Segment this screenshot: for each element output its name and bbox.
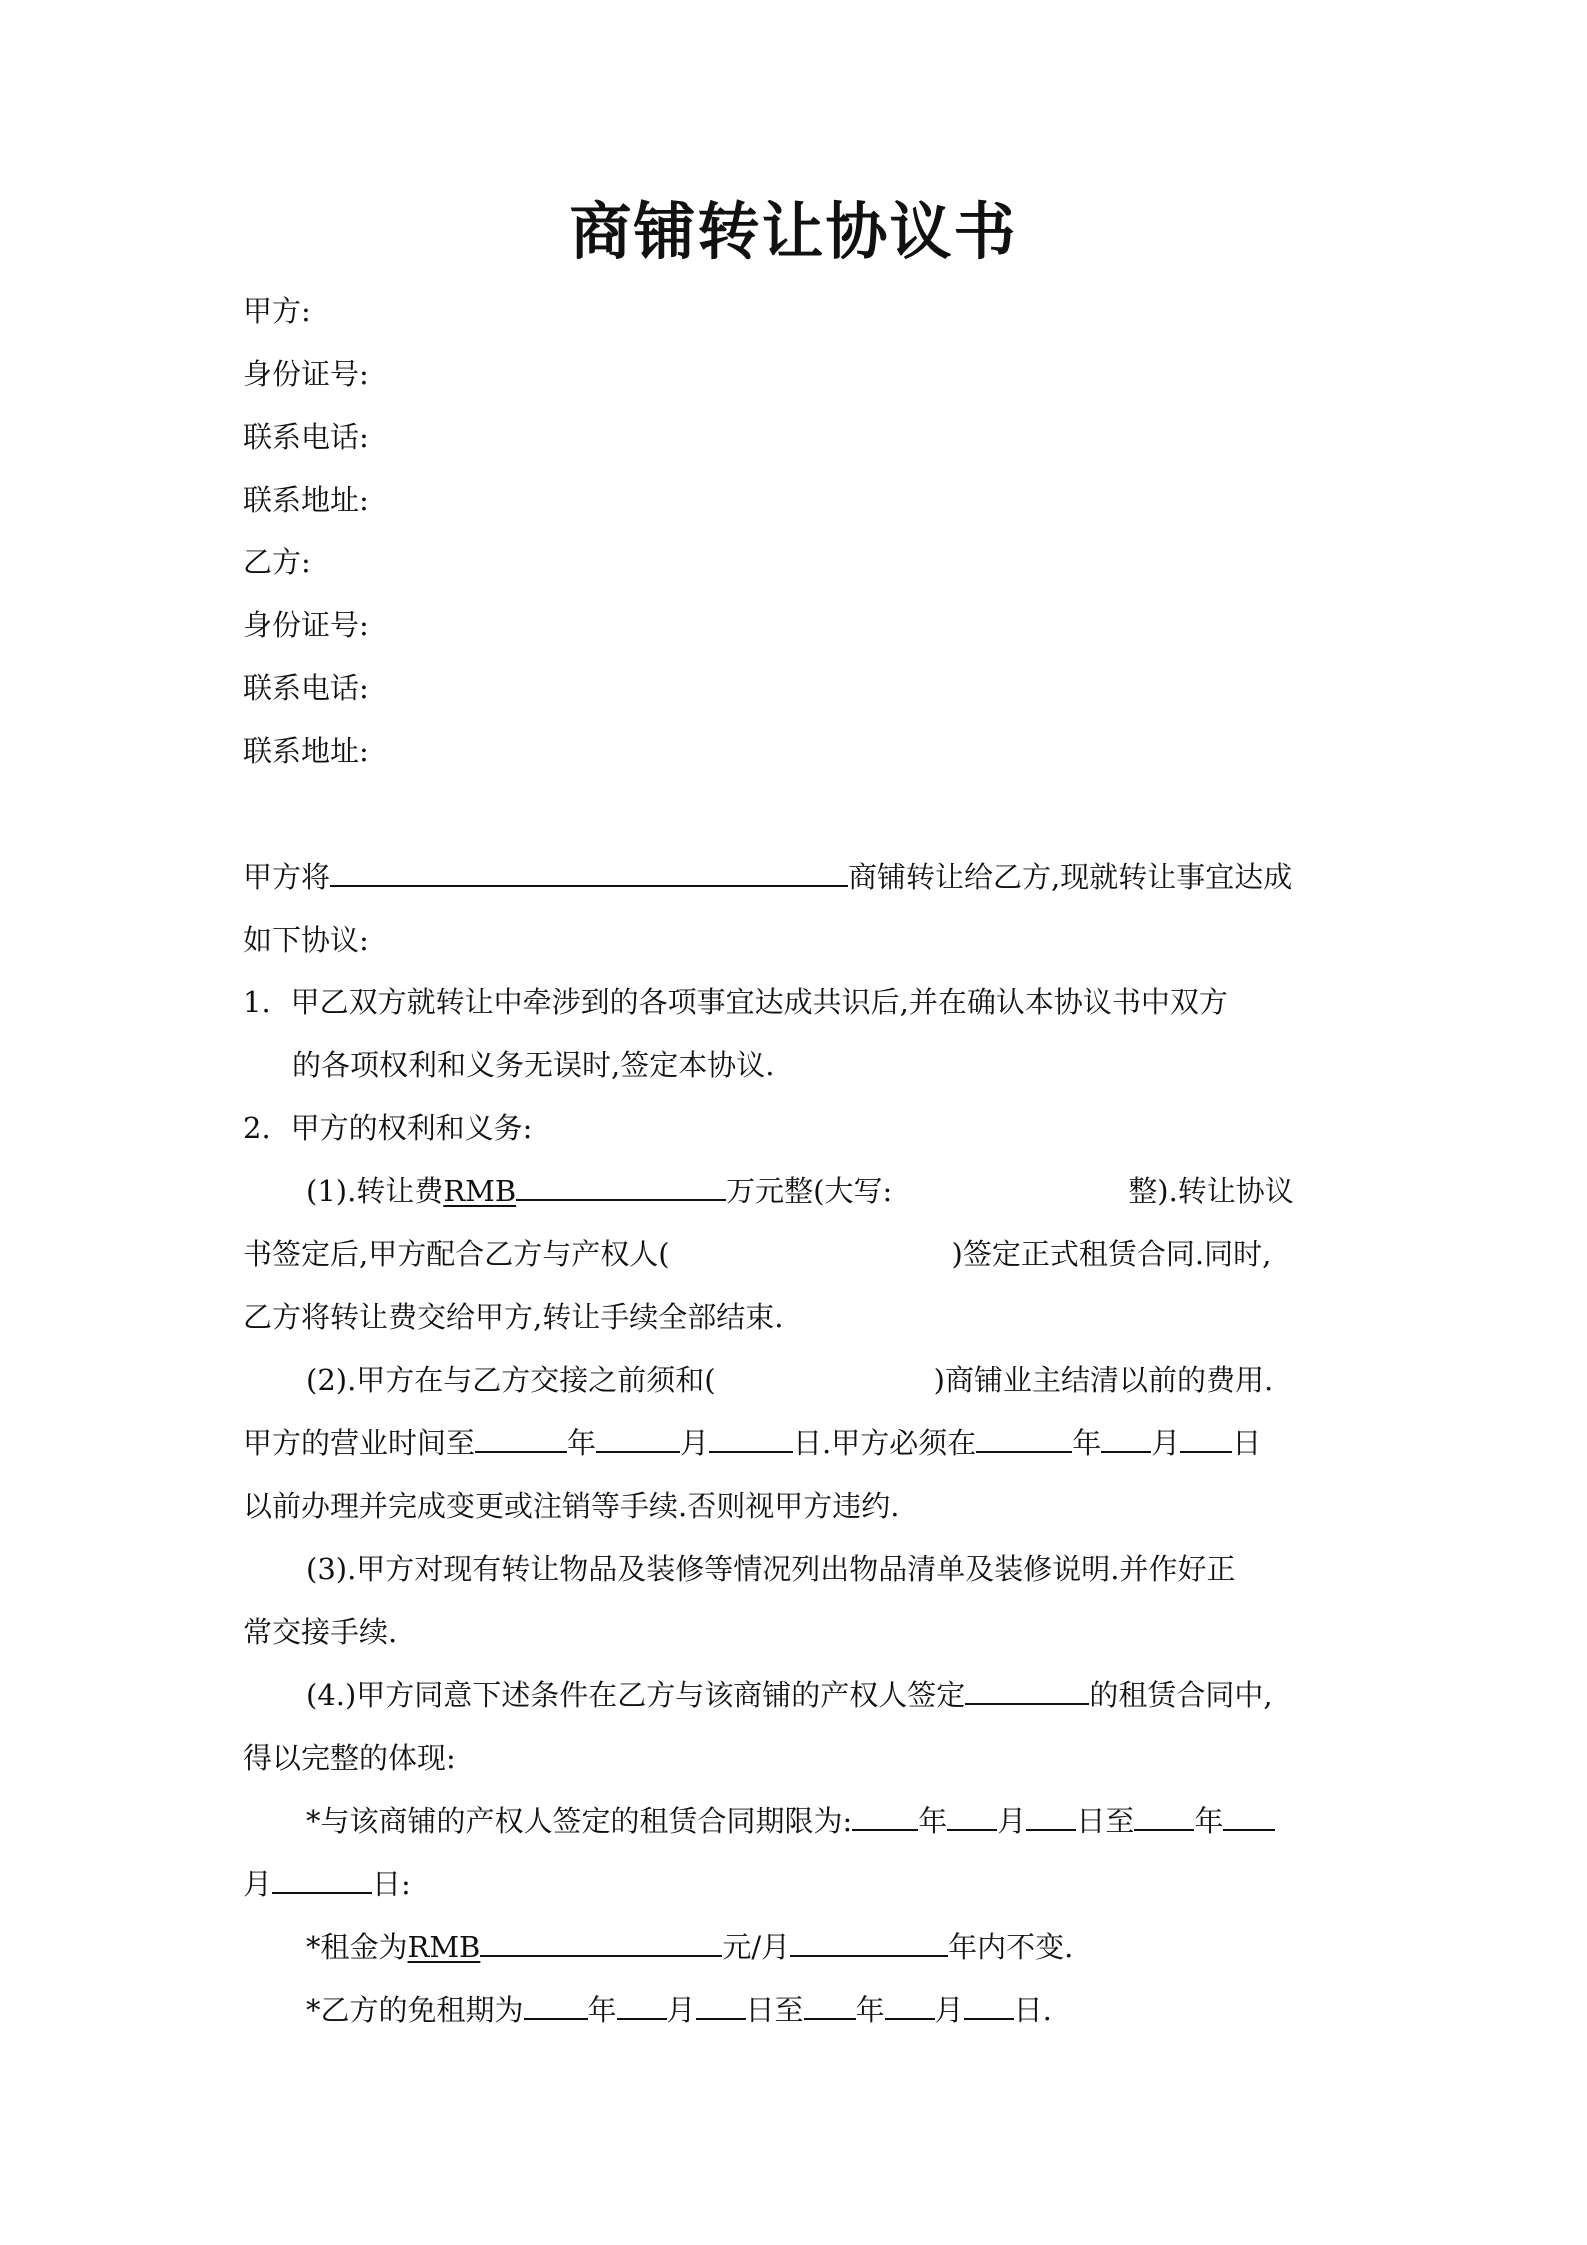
intro-suffix: 商铺转让给乙方,现就转让事宜达成 <box>848 860 1293 894</box>
day-label: 日 <box>1232 1426 1262 1460</box>
settle-prefix: (2).甲方在与乙方交接之前须和( <box>306 1363 716 1397</box>
day-end-label: 日. <box>1013 1993 1052 2027</box>
transfer-fee-label: (1).转让费 <box>306 1174 444 1208</box>
term-3-line <box>306 1990 1052 2030</box>
rmb-label: RMB <box>443 1174 517 1208</box>
party-a-label: 甲方: <box>243 294 311 328</box>
sub-1-line-1 <box>306 1171 1294 1211</box>
clause-2 <box>243 1108 532 1148</box>
clause-1-number: 1. <box>243 985 271 1019</box>
party-b-address-label: 联系地址: <box>243 734 369 768</box>
clause-2-text: 甲方的权利和义务: <box>290 1111 533 1145</box>
day-label: 日: <box>372 1867 411 1901</box>
day-to-label: 日至 <box>745 1993 804 2027</box>
month-label: 月 <box>680 1426 710 1460</box>
year-label: 年 <box>567 1426 597 1460</box>
clause-2-number: 2. <box>243 1111 271 1145</box>
lease-start-day-blank[interactable] <box>1026 1803 1076 1831</box>
free-start-day-blank[interactable] <box>696 1992 746 2020</box>
settle-suffix: )商铺业主结清以前的费用. <box>933 1363 1274 1397</box>
free-end-day-blank[interactable] <box>964 1992 1014 2020</box>
clause-1 <box>243 982 1228 1022</box>
document-title: 商铺转让协议书 <box>569 195 1018 268</box>
sub-1-line-3: 乙方将转让费交给甲方,转让手续全部结束. <box>243 1300 784 1334</box>
sub-4-suffix: 的租赁合同中, <box>1089 1678 1273 1712</box>
transfer-fee-unit: 万元整(大写: <box>726 1174 893 1208</box>
lease-end-day-blank[interactable] <box>272 1866 372 1894</box>
free-start-month-blank[interactable] <box>617 1992 667 2020</box>
year-label: 年 <box>1194 1804 1224 1838</box>
business-year-blank[interactable] <box>475 1425 567 1453</box>
month-label: 月 <box>997 1804 1027 1838</box>
intro-line-2: 如下协议: <box>243 923 369 957</box>
rent-amount-blank[interactable] <box>480 1929 722 1957</box>
rent-free-label: *乙方的免租期为 <box>306 1993 524 2027</box>
lease-end-year-blank[interactable] <box>1134 1803 1194 1831</box>
year-label: 年 <box>855 1993 885 2027</box>
lease-end-month-blank-a[interactable] <box>1223 1803 1275 1831</box>
clause-1-line-1: 甲乙双方就转让中牵涉到的各项事宜达成共识后,并在确认本协议书中双方 <box>290 985 1228 1019</box>
month-label: 月 <box>243 1867 273 1901</box>
term-1-line-1 <box>306 1801 1275 1841</box>
month-label: 月 <box>1151 1426 1181 1460</box>
sub-3-line-2: 常交接手续. <box>243 1615 398 1649</box>
rent-years-blank[interactable] <box>790 1929 948 1957</box>
lease-start-year-blank[interactable] <box>852 1803 918 1831</box>
deadline-day-blank[interactable] <box>1180 1425 1232 1453</box>
clause-1-line-2: 的各项权利和义务无误时,签定本协议. <box>292 1048 775 1082</box>
rent-label: *租金为 <box>306 1930 408 1964</box>
sub-1-line-2 <box>243 1234 1271 1274</box>
lease-term-blank[interactable] <box>965 1677 1089 1705</box>
rent-unit: 元/月 <box>722 1930 791 1964</box>
month-label: 月 <box>666 1993 696 2027</box>
party-b-phone-label: 联系电话: <box>243 671 369 705</box>
business-until-label: 甲方的营业时间至 <box>243 1426 476 1460</box>
sub-2-line-3: 以前办理并完成变更或注销等手续.否则视甲方违约. <box>243 1489 900 1523</box>
transfer-fee-blank[interactable] <box>516 1173 726 1201</box>
year-label: 年 <box>587 1993 617 2027</box>
property-owner-prefix: 书签定后,甲方配合乙方与产权人( <box>243 1237 670 1271</box>
sub-4-line-2: 得以完整的体现: <box>243 1741 456 1775</box>
transfer-fee-end: 整).转让协议 <box>1128 1174 1294 1208</box>
rent-unchanged-label: 年内不变. <box>948 1930 1074 1964</box>
lease-start-month-blank[interactable] <box>947 1803 997 1831</box>
party-b-id-label: 身份证号: <box>243 608 369 642</box>
party-a-address-label: 联系地址: <box>243 483 369 517</box>
year-label: 年 <box>1072 1426 1102 1460</box>
must-before-label: 日.甲方必须在 <box>793 1426 977 1460</box>
free-end-year-blank[interactable] <box>804 1992 856 2020</box>
free-start-year-blank[interactable] <box>524 1992 588 2020</box>
term-1-line-2 <box>243 1864 411 1904</box>
sub-4-prefix: (4.)甲方同意下述条件在乙方与该商铺的产权人签定 <box>306 1678 966 1712</box>
intro-prefix: 甲方将 <box>243 860 331 894</box>
day-to-label: 日至 <box>1076 1804 1135 1838</box>
year-label: 年 <box>918 1804 948 1838</box>
intro-line-1 <box>243 857 1292 897</box>
free-end-month-blank[interactable] <box>885 1992 935 2020</box>
lease-period-label: *与该商铺的产权人签定的租赁合同期限为: <box>306 1804 853 1838</box>
deadline-year-blank[interactable] <box>976 1425 1072 1453</box>
deadline-month-blank[interactable] <box>1101 1425 1151 1453</box>
party-b-label: 乙方: <box>243 545 311 579</box>
sub-3-line-1: (3).甲方对现有转让物品及装修等情况列出物品清单及装修说明.并作好正 <box>306 1552 1236 1586</box>
month-label: 月 <box>934 1993 964 2027</box>
term-2-line <box>306 1927 1073 1967</box>
party-a-phone-label: 联系电话: <box>243 420 369 454</box>
business-day-blank[interactable] <box>709 1425 793 1453</box>
sub-4-line-1 <box>306 1675 1273 1715</box>
property-owner-suffix: )签定正式租赁合同.同时, <box>951 1237 1272 1271</box>
rmb-label: RMB <box>407 1930 481 1964</box>
business-month-blank[interactable] <box>596 1425 680 1453</box>
sub-2-line-2 <box>243 1423 1261 1463</box>
sub-2-line-1 <box>306 1360 1273 1400</box>
party-a-id-label: 身份证号: <box>243 357 369 391</box>
shop-name-blank[interactable] <box>330 859 848 887</box>
